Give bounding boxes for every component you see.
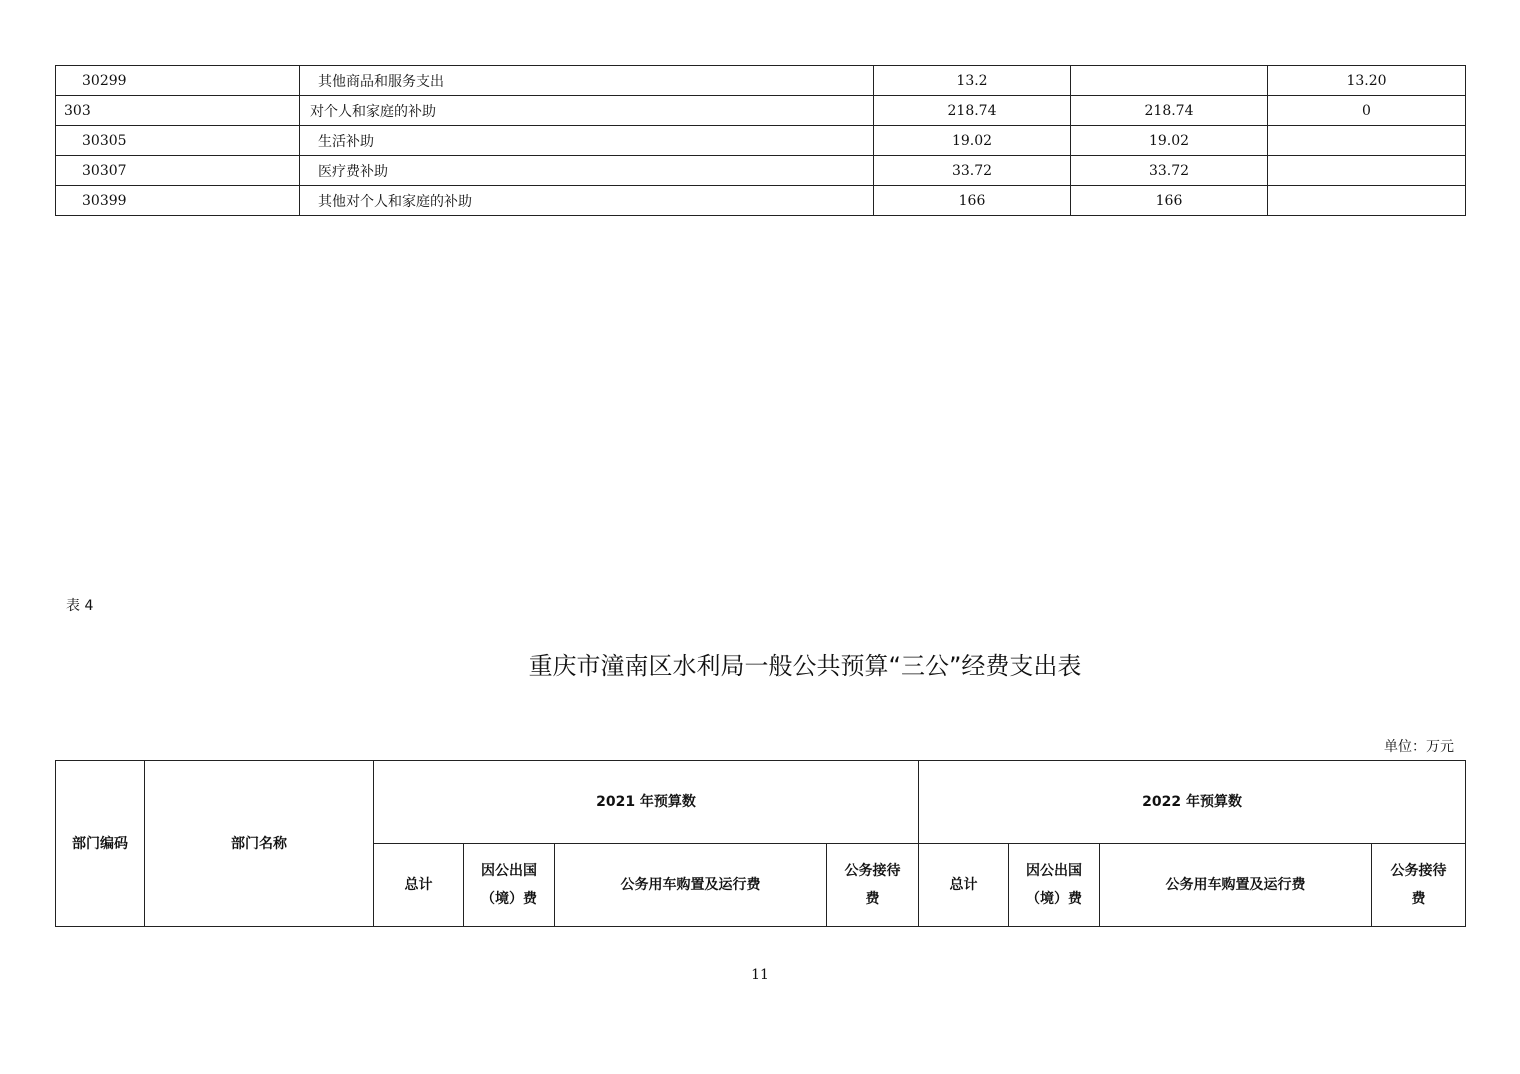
row-value-3 bbox=[1268, 156, 1466, 186]
header-2022-budget: 2022 年预算数 bbox=[919, 761, 1466, 844]
header-overseas-line1: 因公出国 bbox=[481, 863, 537, 879]
row-value-3: 13.20 bbox=[1268, 66, 1466, 96]
row-value-1: 166 bbox=[874, 186, 1071, 216]
header-reception-line1: 公务接待 bbox=[1390, 863, 1447, 879]
header-2021-overseas bbox=[464, 844, 555, 927]
header-reception-line2: 费 bbox=[865, 891, 880, 907]
budget-detail-table bbox=[55, 65, 1466, 216]
table-row bbox=[56, 96, 1466, 126]
table-row bbox=[56, 186, 1466, 216]
header-2022-overseas bbox=[1009, 844, 1100, 927]
row-value-3 bbox=[1268, 186, 1466, 216]
header-2021-budget: 2021 年预算数 bbox=[374, 761, 919, 844]
row-value-1: 19.02 bbox=[874, 126, 1071, 156]
row-value-1: 13.2 bbox=[874, 66, 1071, 96]
header-dept-name: 部门名称 bbox=[145, 761, 374, 927]
header-2021-reception bbox=[827, 844, 919, 927]
row-value-1: 33.72 bbox=[874, 156, 1071, 186]
row-name: 对个人和家庭的补助 bbox=[300, 96, 874, 126]
header-reception-line2: 费 bbox=[1411, 891, 1426, 907]
three-public-expenses-table bbox=[55, 760, 1466, 927]
row-code: 30305 bbox=[56, 126, 300, 156]
table-row bbox=[56, 126, 1466, 156]
header-overseas-line2: （境）费 bbox=[481, 891, 537, 907]
document-title: 重庆市潼南区水利局一般公共预算“三公”经费支出表 bbox=[528, 652, 1082, 680]
row-value-1: 218.74 bbox=[874, 96, 1071, 126]
header-2022-vehicle: 公务用车购置及运行费 bbox=[1100, 844, 1372, 927]
row-code: 30399 bbox=[56, 186, 300, 216]
header-overseas-line1: 因公出国 bbox=[1026, 863, 1083, 879]
table-row bbox=[56, 66, 1466, 96]
row-value-2: 19.02 bbox=[1071, 126, 1268, 156]
row-name: 其他对个人和家庭的补助 bbox=[300, 186, 874, 216]
row-value-3 bbox=[1268, 126, 1466, 156]
row-value-3: 0 bbox=[1268, 96, 1466, 126]
row-value-2 bbox=[1071, 66, 1268, 96]
page-number: 11 bbox=[751, 967, 769, 983]
header-2021-vehicle: 公务用车购置及运行费 bbox=[555, 844, 827, 927]
row-name: 其他商品和服务支出 bbox=[300, 66, 874, 96]
unit-label: 单位：万元 bbox=[1384, 739, 1454, 755]
header-reception-line1: 公务接待 bbox=[844, 863, 901, 879]
header-2021-total: 总计 bbox=[374, 844, 464, 927]
row-name: 医疗费补助 bbox=[300, 156, 874, 186]
row-code: 30307 bbox=[56, 156, 300, 186]
row-value-2: 33.72 bbox=[1071, 156, 1268, 186]
row-code: 303 bbox=[56, 96, 300, 126]
table-number-label: 表 4 bbox=[66, 598, 94, 614]
header-2022-total: 总计 bbox=[919, 844, 1009, 927]
table-row bbox=[56, 156, 1466, 186]
row-name: 生活补助 bbox=[300, 126, 874, 156]
row-value-2: 218.74 bbox=[1071, 96, 1268, 126]
header-dept-code: 部门编码 bbox=[56, 761, 145, 927]
row-value-2: 166 bbox=[1071, 186, 1268, 216]
header-overseas-line2: （境）费 bbox=[1026, 891, 1083, 907]
row-code: 30299 bbox=[56, 66, 300, 96]
table-header-row bbox=[56, 761, 1466, 844]
header-2022-reception bbox=[1372, 844, 1466, 927]
